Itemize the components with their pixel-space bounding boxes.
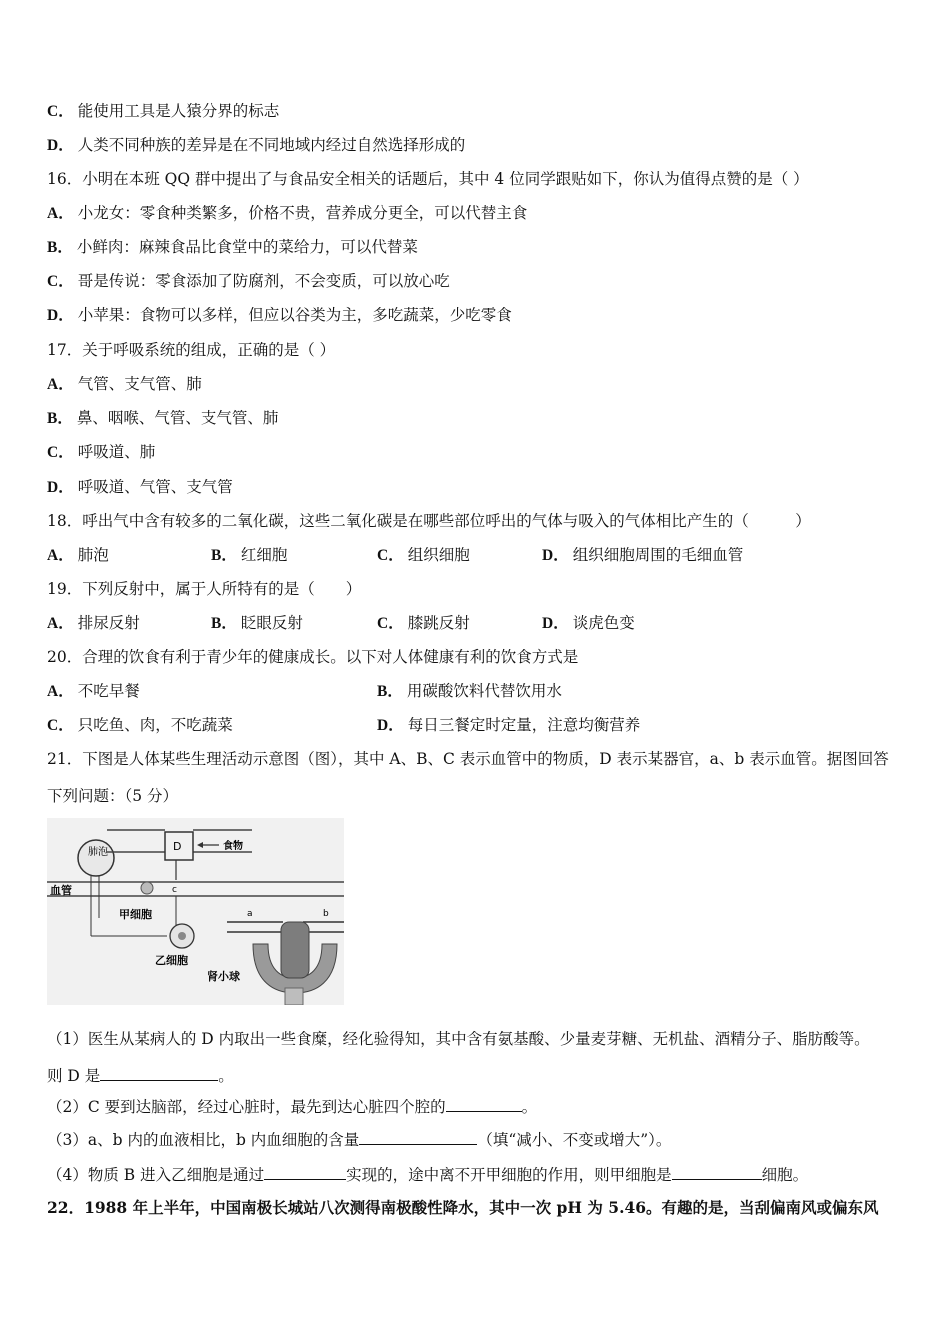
answer-blank-2[interactable] [446,1097,522,1112]
text-segment: 实现的，途中离不开甲细胞的作用，则甲细胞是 [346,1166,672,1184]
option-text: 红细胞 [240,546,288,564]
q20-option-a [47,681,140,702]
alveolus-label: 肺泡 [88,847,108,858]
q20-option-d [377,715,640,736]
q19-option-b [211,613,303,634]
option-text: 膝跳反射 [407,614,470,632]
option-letter: A． [47,205,74,222]
option-letter: C． [377,615,404,632]
q15-option-c [47,101,279,122]
option-letter: C． [47,444,74,461]
option-letter: A． [47,547,74,564]
option-letter: D． [377,717,404,734]
q18-option-a [47,545,109,566]
q15-option-d [47,135,465,156]
option-text: 小龙女：零食种类繁多，价格不贵，营养成分更全，可以代替主食 [77,204,528,222]
q20-option-b [377,681,562,702]
answer-blank-5[interactable] [672,1165,762,1180]
question-16: 16．小明在本班 QQ 群中提出了与食品安全相关的话题后，其中 4 位同学跟贴如下，你认为值得点赞的是（ ） [47,170,809,188]
option-text: 小鲜肉：麻辣食品比食堂中的菜给力，可以代替菜 [76,238,418,256]
option-text: 眨眼反射 [240,614,303,632]
text-segment: 细胞。 [761,1166,809,1184]
option-text: 小苹果：食物可以多样，但应以谷类为主，多吃蔬菜，少吃零食 [77,306,512,324]
text-segment: 则 D 是 [47,1067,101,1085]
option-text: 肺泡 [77,546,109,564]
option-text: 组织细胞 [407,546,470,564]
alveolus-shape [78,840,114,876]
option-letter: D． [47,307,74,324]
text-segment: 。 [521,1098,538,1116]
option-letter: C． [47,103,74,120]
answer-blank-3[interactable] [359,1130,477,1145]
q16-option-d [47,305,512,326]
q18-option-c [377,545,470,566]
option-text: 呼吸道、肺 [77,443,156,461]
q16-option-b [47,237,418,258]
c-label: c [172,885,177,895]
option-text: 鼻、咽喉、气管、支气管、肺 [76,409,279,427]
text-segment: （填“减小、不变或增大”）。 [477,1131,672,1149]
answer-blank-1[interactable] [100,1066,218,1081]
option-letter: A． [47,615,74,632]
question-18: 18．呼出气中含有较多的二氧化碳，这些二氧化碳是在哪些部位呼出的气体与吸入的气体相比产生的（ ） [47,512,811,530]
glomerulus-label: 肾小球 [207,970,240,983]
tubule-shape [285,988,303,1005]
option-text: 用碳酸饮料代替饮用水 [406,682,562,700]
option-text: 哥是传说：零食添加了防腐剂，不会变质，可以放心吃 [77,272,450,290]
q20-option-c [47,715,233,736]
q17-option-a [47,374,202,395]
text-segment: （3）a、b 内的血液相比，b 内血细胞的含量 [47,1131,360,1149]
question-22: 22．1988 年上半年，中国南极长城站八次测得南极酸性降水，其中一次 pH 为 5.46。有趣的是，当刮偏南风或偏东风 [47,1198,879,1217]
sub-question-2 [47,1097,537,1117]
option-text: 人类不同种族的差异是在不同地域内经过自然选择形成的 [77,136,466,154]
text-segment: （2）C 要到达脑部，经过心脏时，最先到达心脏四个腔的 [47,1098,446,1116]
option-text: 能使用工具是人猿分界的标志 [77,102,280,120]
option-text: 呼吸道、气管、支气管 [77,478,233,496]
option-text: 只吃鱼、肉，不吃蔬菜 [77,716,233,734]
option-letter: B． [47,410,73,427]
q16-option-a [47,203,527,224]
option-letter: B． [377,683,403,700]
option-text: 气管、支气管、肺 [77,375,202,393]
sub-question-1-line2 [47,1066,234,1086]
q16-option-c [47,271,450,292]
option-letter: D． [542,615,569,632]
option-letter: B． [211,615,237,632]
option-text: 谈虎色变 [572,614,635,632]
option-letter: B． [47,239,73,256]
q19-option-a [47,613,140,634]
text-segment: （4）物质 B 进入乙细胞是通过 [47,1166,265,1184]
question-21-line1: 21．下图是人体某些生理活动示意图（图），其中 A、B、C 表示血管中的物质，D 表示某器官，a、b 表示血管。据图回答 [47,750,889,768]
option-letter: C． [47,717,74,734]
vessel-b-label: b [323,909,329,919]
option-letter: D． [542,547,569,564]
option-letter: C． [377,547,404,564]
physiology-diagram [47,818,344,1005]
q19-option-c [377,613,470,634]
q17-option-b [47,408,278,429]
option-text: 排尿反射 [77,614,140,632]
q19-option-d [542,613,635,634]
cell-b-label: 乙细胞 [155,954,188,967]
q17-option-d [47,477,233,498]
option-text: 组织细胞周围的毛细血管 [572,546,744,564]
text-segment: 。 [218,1067,234,1085]
option-letter: C． [47,273,74,290]
vessel-label: 血管 [50,884,72,897]
question-17: 17．关于呼吸系统的组成，正确的是（ ） [47,341,336,359]
sub-question-3 [47,1130,671,1150]
option-letter: D． [47,479,74,496]
option-letter: A． [47,376,74,393]
answer-blank-4[interactable] [264,1165,346,1180]
question-20: 20．合理的饮食有利于青少年的健康成长。以下对人体健康有利的饮食方式是 [47,648,579,666]
question-19: 19．下列反射中，属于人所特有的是（ ） [47,580,362,598]
option-letter: D． [47,137,74,154]
vessel-a-label: a [247,909,253,919]
cell-b-nucleus [178,932,186,940]
option-letter: A． [47,683,74,700]
option-letter: B． [211,547,237,564]
question-21-line2: 下列问题：（5 分） [47,787,179,805]
organ-d-label: D [173,840,182,853]
food-label: 食物 [223,841,243,852]
red-cell-shape [141,882,153,894]
q18-option-d [542,545,743,566]
sub-question-1-line1: （1）医生从某病人的 D 内取出一些食糜，经化验得知，其中含有氨基酸、少量麦芽糖、无机盐、酒精分子、脂肪酸等。 [47,1030,870,1048]
option-text: 不吃早餐 [77,682,140,700]
sub-question-4 [47,1165,808,1185]
q18-option-b [211,545,287,566]
option-text: 每日三餐定时定量，注意均衡营养 [407,716,641,734]
glomerulus-shape [281,922,309,978]
q17-option-c [47,442,155,463]
cell-a-label: 甲细胞 [119,908,152,921]
